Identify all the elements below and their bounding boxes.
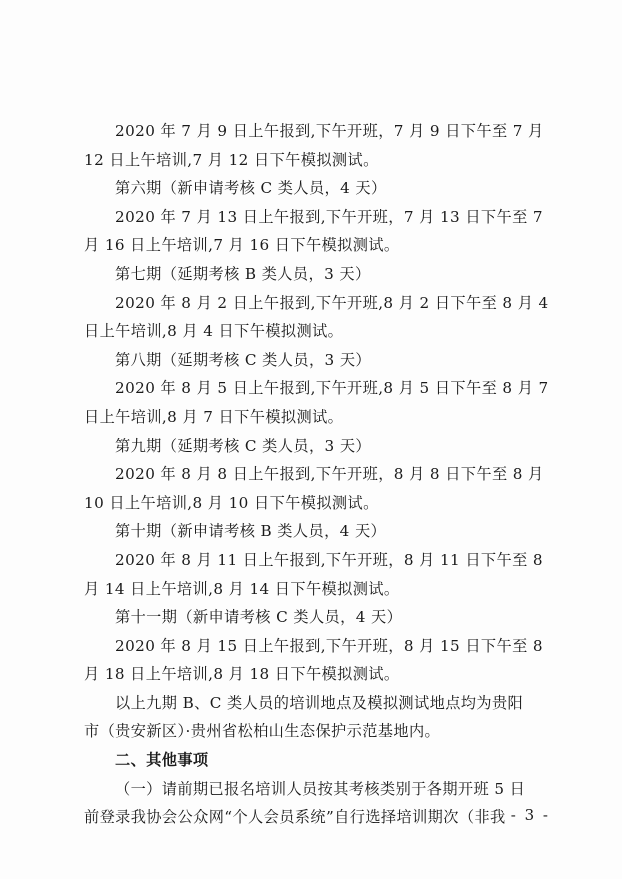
text-line: 月 18 日上午培训,8 月 18 日下午模拟测试。 [84, 665, 400, 684]
other-matters-paragraph [84, 775, 554, 832]
text-line: 2020 年 8 月 15 日上午报到,下午开班，8 月 15 日下午至 8 [115, 636, 543, 655]
section-heading: 二、其他事项 [115, 751, 209, 770]
text-line: 第八期（延期考核 C 类人员，3 天） [115, 350, 371, 369]
text-line: 以上九期 B、C 类人员的培训地点及模拟测试地点均为贵阳 [115, 693, 524, 712]
text-line: 2020 年 8 月 2 日上午报到,下午开班,8 月 2 日下午至 8 月 4 [115, 293, 549, 312]
text-line: 第六期（新申请考核 C 类人员，4 天） [115, 179, 387, 198]
text-line: 10 日上午培训,8 月 10 日下午模拟测试。 [84, 493, 379, 512]
text-line: 第九期（延期考核 C 类人员，3 天） [115, 436, 371, 455]
text-line: 2020 年 7 月 13 日上午报到,下午开班，7 月 13 日下午至 7 [115, 207, 543, 226]
text-line: （一）请前期已报名培训人员按其考核类别于各期开班 5 日 [115, 779, 526, 798]
text-line: 前登录我协会公众网“个人会员系统”自行选择培训期次（非我 [84, 808, 506, 827]
text-line: 月 16 日上午培训,7 月 16 日下午模拟测试。 [84, 236, 400, 255]
text-line: 第十一期（新申请考核 C 类人员，4 天） [115, 608, 403, 627]
text-line: 日上午培训,8 月 7 日下午模拟测试。 [84, 407, 344, 426]
text-line: 2020 年 8 月 8 日上午报到,下午开班，8 月 8 日下午至 8 月 [115, 465, 544, 484]
schedule-paragraphs [84, 117, 554, 746]
text-line: 日上午培训,8 月 4 日下午模拟测试。 [84, 322, 344, 341]
text-line: 12 日上午培训,7 月 12 日下午模拟测试。 [84, 150, 379, 169]
text-line: 2020 年 7 月 9 日上午报到,下午开班，7 月 9 日下午至 7 月 [115, 122, 544, 140]
text-line: 第十期（新申请考核 B 类人员，4 天） [115, 522, 387, 541]
document-body [84, 117, 554, 832]
text-line: 第七期（延期考核 B 类人员，3 天） [115, 264, 371, 283]
text-line: 2020 年 8 月 5 日上午报到,下午开班,8 月 5 日下午至 8 月 7 [115, 379, 549, 398]
text-line: 2020 年 8 月 11 日上午报到,下午开班，8 月 11 日下午至 8 [115, 550, 543, 569]
text-line: 市（贵安新区）·贵州省松柏山生态保护示范基地内。 [84, 722, 441, 741]
text-line: 月 14 日上午培训,8 月 14 日下午模拟测试。 [84, 579, 400, 598]
page-number: - 3 - [510, 806, 550, 824]
